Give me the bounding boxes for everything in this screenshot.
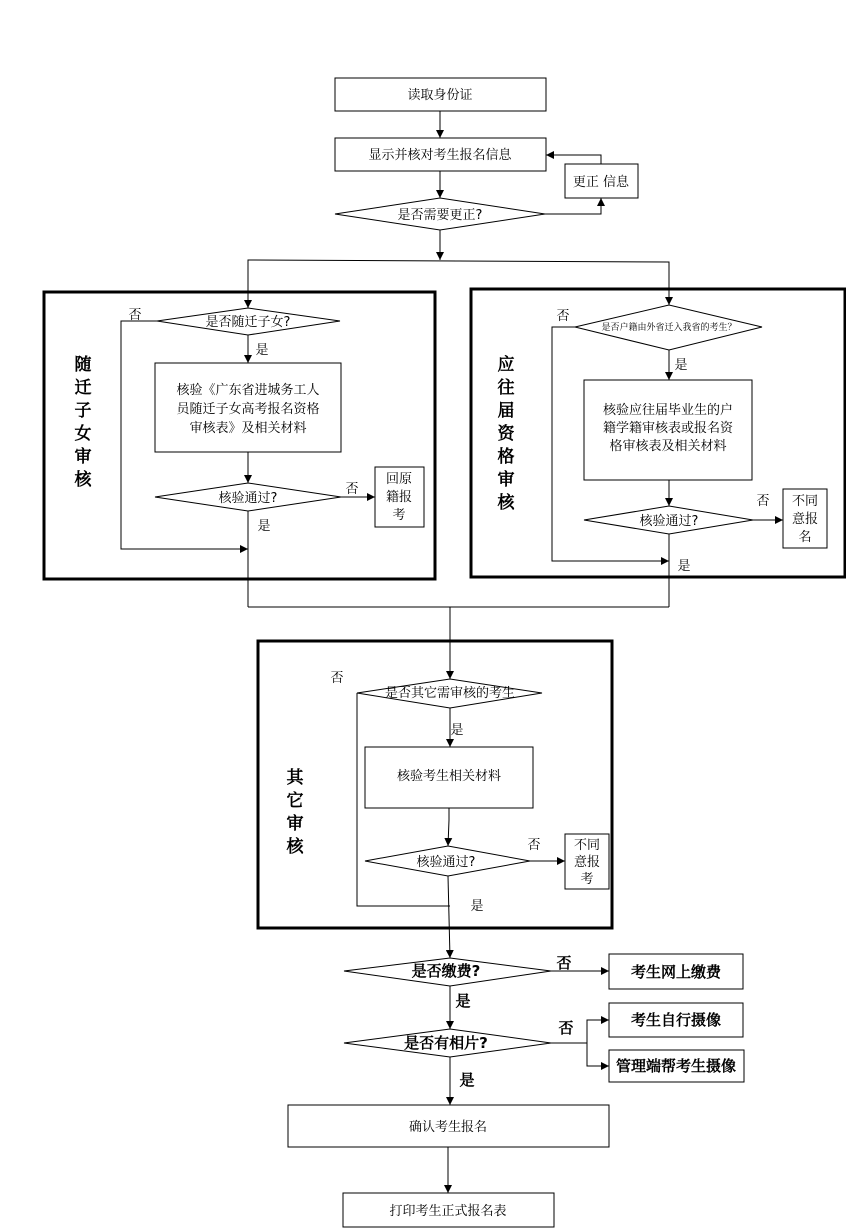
section-other-title [286,767,305,857]
decision-other-pass-label: 核验通过? [416,855,476,870]
label-no: 否 [556,309,570,324]
svg-text:籍报: 籍报 [385,490,413,505]
decision-migrant-pass [155,483,341,511]
node-verify-other [365,747,533,808]
label-yes: 是 [459,1071,475,1089]
decision-need-correct [335,198,545,230]
svg-text:名: 名 [798,530,812,545]
label-yes: 是 [677,559,691,574]
node-reject-b [565,834,609,889]
svg-text:考: 考 [580,872,594,887]
decision-is-migrant [157,308,340,335]
svg-text:迁: 迁 [74,378,92,398]
node-verify-current [584,380,752,480]
node-correct-info-label: 更正 信息 [572,175,630,190]
node-admin-photo [609,1050,744,1082]
decision-need-correct-label: 是否需要更正? [397,208,483,223]
svg-text:它: 它 [286,791,304,811]
node-return-origin [375,467,424,527]
section-migrant-title [74,354,93,490]
svg-text:不同: 不同 [573,838,601,853]
svg-text:意报: 意报 [791,512,819,527]
svg-text:员随迁子女高考报名资格: 员随迁子女高考报名资格 [176,402,320,417]
decision-is-migrant-label: 是否随迁子女? [205,315,291,330]
svg-text:核: 核 [286,837,304,857]
decision-is-transfer [575,305,762,350]
node-correct-info [565,164,638,198]
decision-is-transfer-label: 是否户籍由外省迁入我省的考生？ [601,323,737,333]
decision-is-paid [344,958,551,986]
svg-text:核: 核 [74,470,92,490]
node-read-id [335,78,546,111]
label-yes: 是 [455,992,471,1010]
svg-text:核: 核 [497,493,515,513]
label-no: 否 [330,671,344,686]
svg-text:回原: 回原 [385,472,413,487]
label-no: 否 [556,954,572,972]
node-verify-other-label: 核验考生相关材料 [396,769,502,784]
svg-text:审: 审 [286,814,304,834]
svg-text:核验《广东省进城务工人: 核验《广东省进城务工人 [176,383,320,398]
node-show-verify [335,138,546,171]
svg-text:意报: 意报 [573,855,601,870]
label-no: 否 [558,1019,574,1037]
svg-text:往: 往 [497,378,515,398]
node-confirm [288,1105,609,1147]
svg-text:考: 考 [392,508,406,523]
label-yes: 是 [470,899,484,914]
decision-has-photo [344,1029,551,1057]
node-read-id-label: 读取身份证 [407,88,473,103]
svg-text:审: 审 [74,447,92,467]
node-self-photo [609,1003,743,1037]
decision-other-pass [365,846,530,876]
decision-has-photo-label: 是否有相片? [404,1034,488,1052]
svg-text:女: 女 [74,424,92,444]
node-print-label: 打印考生正式报名表 [389,1204,507,1219]
node-confirm-label: 确认考生报名 [408,1120,488,1135]
svg-text:格: 格 [497,447,515,467]
label-no: 否 [527,838,541,853]
svg-text:其: 其 [286,768,304,788]
section-current-title [497,354,516,513]
svg-text:不同: 不同 [791,494,819,509]
node-admin-photo-label: 管理端帮考生摄像 [615,1057,737,1075]
decision-is-paid-label: 是否缴费? [411,962,481,980]
svg-text:资: 资 [497,424,515,444]
node-self-photo-label: 考生自行摄像 [630,1011,722,1029]
label-no: 否 [345,482,359,497]
node-online-pay-label: 考生网上缴费 [630,963,722,981]
label-no: 否 [756,494,770,509]
svg-text:格审核表及相关材料: 格审核表及相关材料 [609,439,727,454]
node-print [343,1193,554,1227]
label-yes: 是 [257,519,271,534]
svg-text:子: 子 [74,401,92,421]
node-verify-migrant [155,363,341,452]
decision-is-other [357,679,542,708]
svg-text:籍学籍审核表或报名资: 籍学籍审核表或报名资 [602,421,734,436]
node-online-pay [609,954,743,989]
decision-current-pass-label: 核验通过? [639,514,699,529]
label-yes: 是 [255,343,269,358]
decision-migrant-pass-label: 核验通过? [218,491,278,506]
svg-text:随: 随 [74,355,92,375]
svg-text:审: 审 [497,470,515,490]
svg-text:届: 届 [497,401,515,421]
svg-text:应: 应 [497,355,515,375]
node-reject-a [783,489,827,548]
decision-is-other-label: 是否其它需审核的考生 [384,686,516,701]
label-no: 否 [128,308,142,323]
node-show-verify-label: 显示并核对考生报名信息 [368,148,512,163]
svg-text:审核表》及相关材料: 审核表》及相关材料 [189,421,307,436]
svg-text:核验应往届毕业生的户: 核验应往届毕业生的户 [602,403,734,418]
decision-current-pass [584,506,753,534]
label-yes: 是 [674,358,688,373]
label-yes: 是 [450,723,464,738]
